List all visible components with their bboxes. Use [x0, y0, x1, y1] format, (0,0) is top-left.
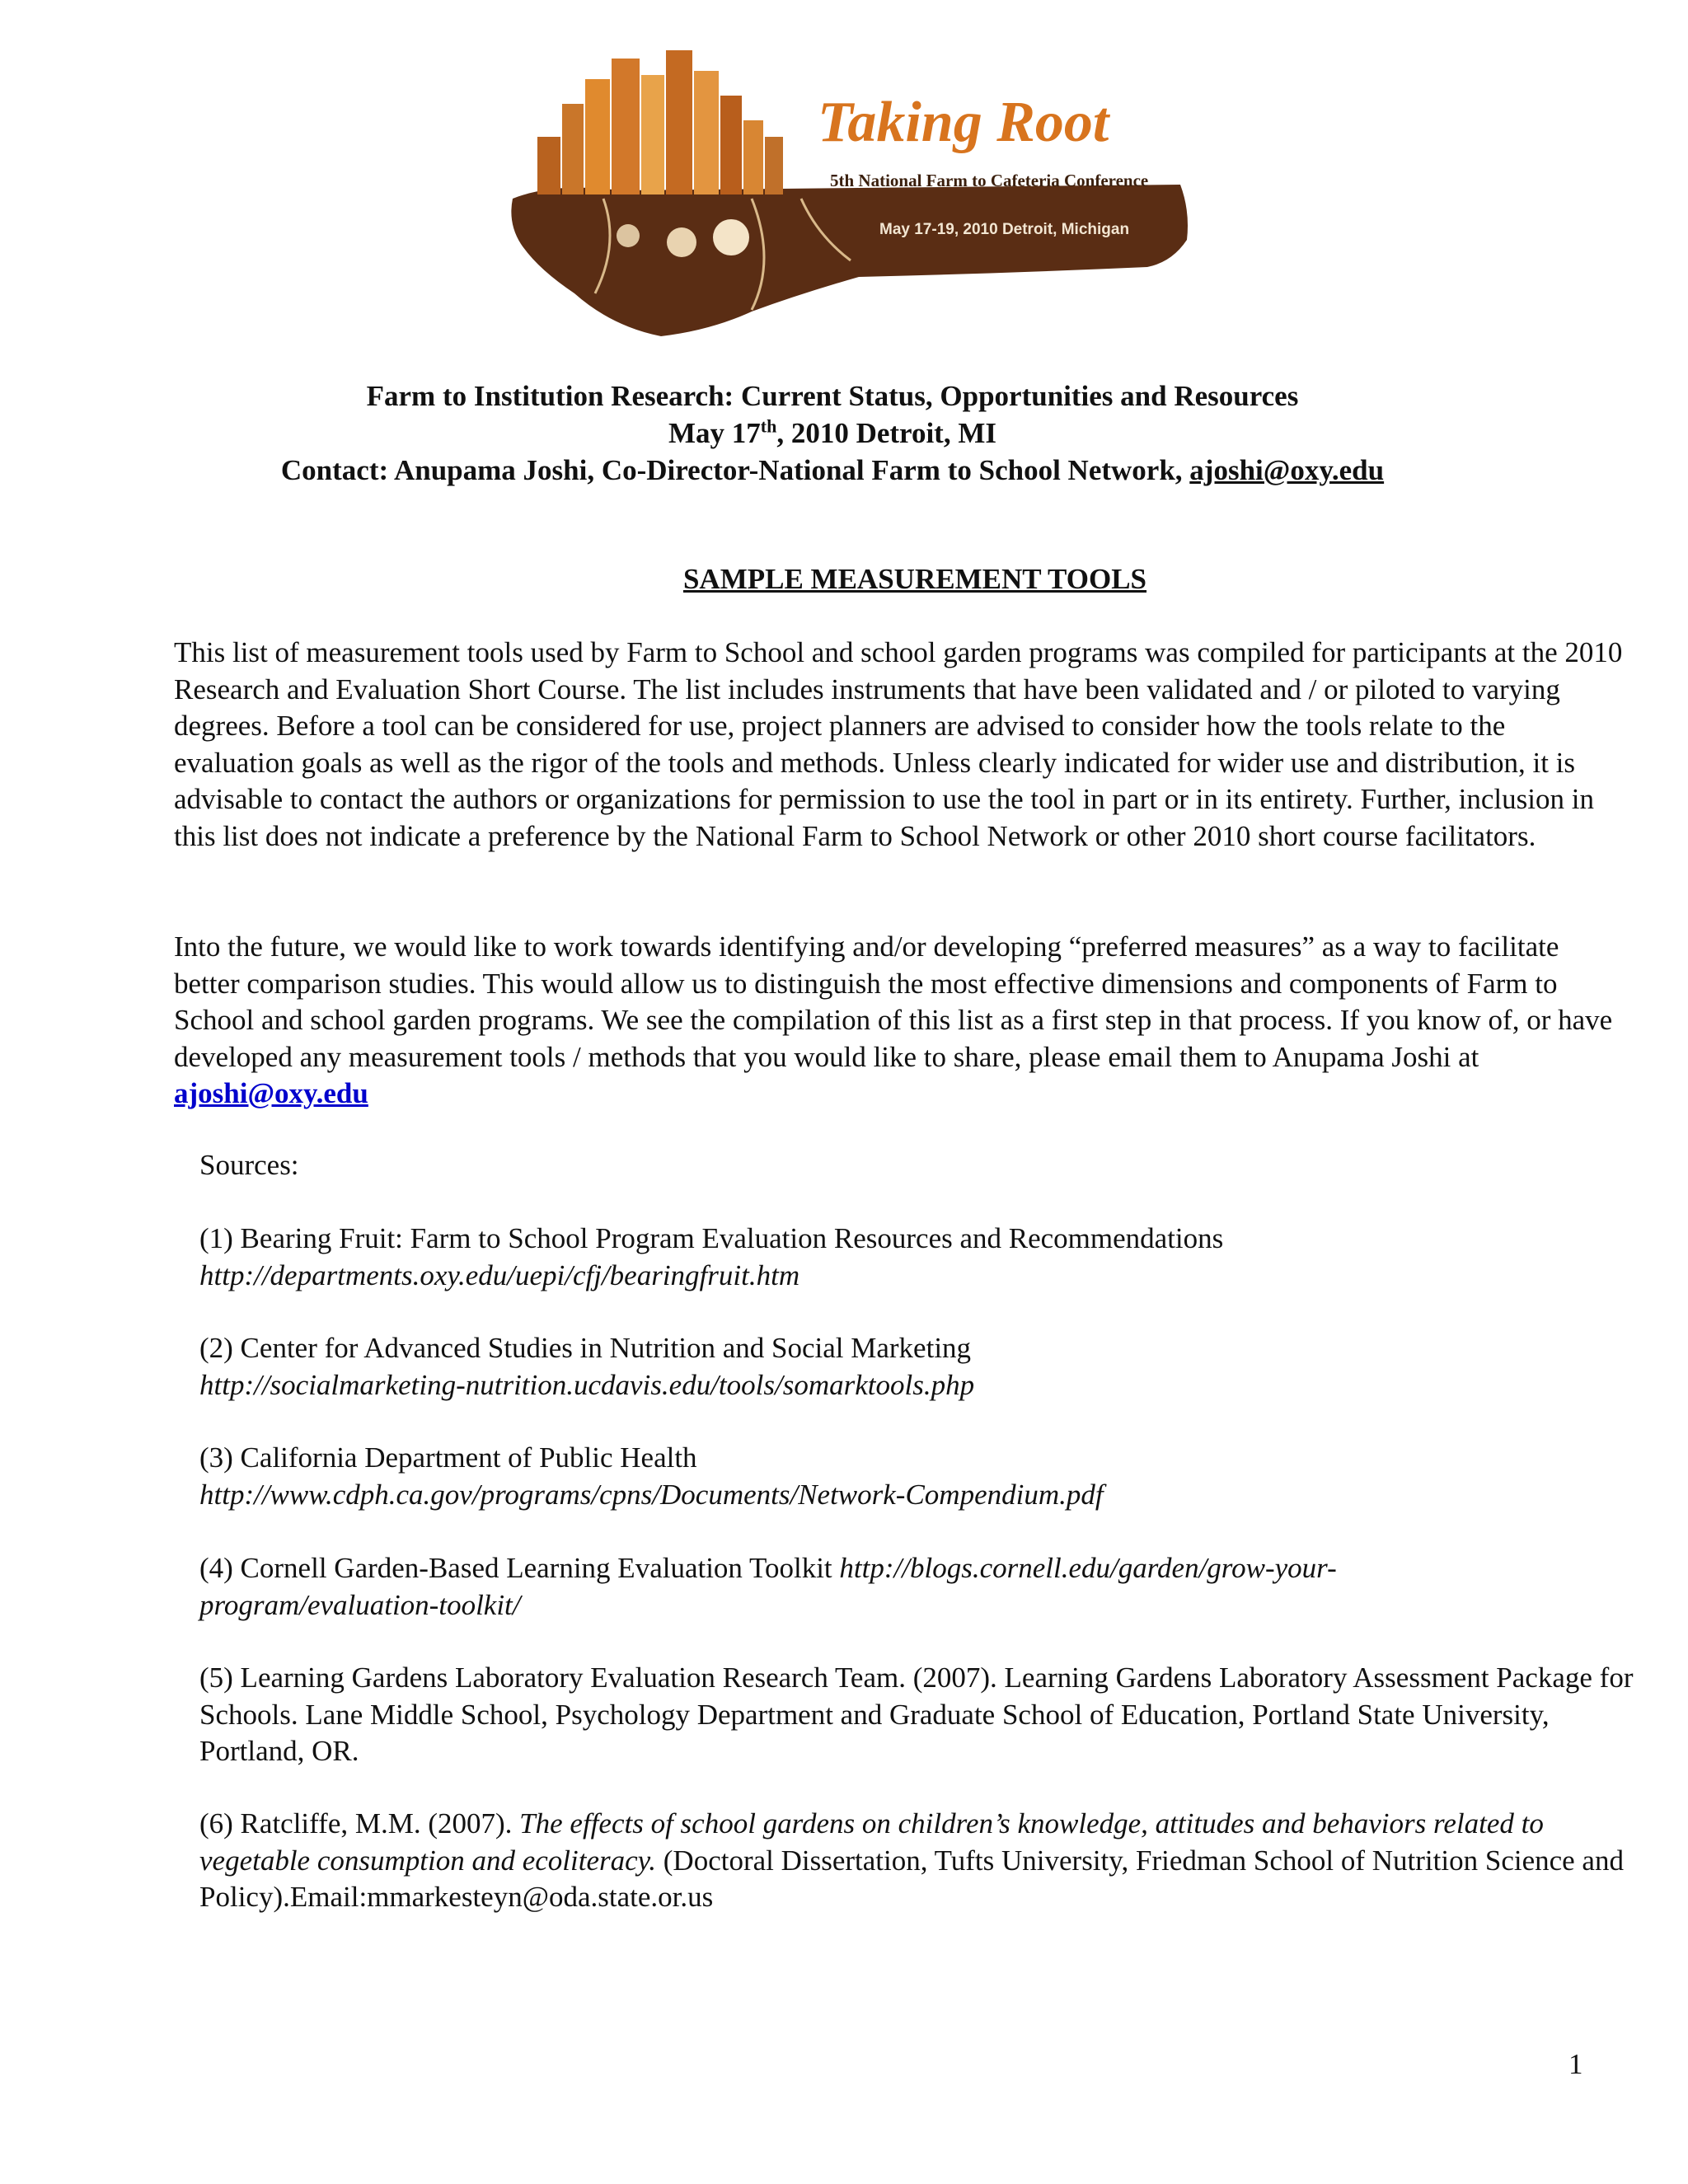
source-2-link[interactable]: http://socialmarketing-nutrition.ucdavis.edu/tools/somarktools.php	[199, 1368, 975, 1401]
source-item-1: (1) Bearing Fruit: Farm to School Program Evaluation Resources and Recommendations http://departments.oxy.edu/uepi/cfj/bearingfruit.htm	[199, 1221, 1650, 1294]
source-4-link[interactable]: http://blogs.cornell.edu/garden/grow-your-program/evaluation-toolkit/	[199, 1552, 1337, 1621]
email-link[interactable]: ajoshi@oxy.edu	[174, 1077, 368, 1109]
source-item-2: (2) Center for Advanced Studies in Nutrition and Social Marketing http://socialmarketing-nutrition.ucdavis.edu/tools/somarktools.php	[199, 1330, 1650, 1404]
intro-paragraph: This list of measurement tools used by Farm to School and school garden programs was compiled for participants at the 2010 Research and Evaluation Short Course. The list includes instruments that have been validated and / or piloted to varying degrees. Before a tool can be considered for use, project planners are advised to consider how the tools relate to the evaluation goals as well as the rigor of the tools and methods. Unless clearly indicated for wider use and distribution, it is advisable to contact the authors or organizations for permission to use the tool in part or in its entirety. Further, inclusion in this list does not indicate a preference by the National Farm to School Network or other 2010 short course facilitators.	[174, 636, 1623, 852]
document-header	[165, 377, 1500, 489]
source-item-4: (4) Cornell Garden-Based Learning Evaluation Toolkit http://blogs.cornell.edu/garden/grow-your-program/evaluation-toolkit/	[199, 1552, 1337, 1621]
contact-email-link[interactable]: ajoshi@oxy.edu	[1189, 454, 1385, 486]
section-title: SAMPLE MEASUREMENT TOOLS	[682, 563, 1147, 595]
logo-subtitle: 5th National Farm to Cafeteria Conference	[830, 171, 1149, 190]
header-date: May 17th, 2010 Detroit, MI	[668, 415, 996, 449]
source-item-3: (3) California Department of Public Health http://www.cdph.ca.gov/programs/cpns/Documents/Network-Compendium.pdf	[199, 1440, 1650, 1513]
page-number: 1	[1568, 2048, 1583, 2080]
source-1-link[interactable]: http://departments.oxy.edu/uepi/cfj/bearingfruit.htm	[199, 1258, 800, 1291]
future-paragraph: Into the future, we would like to work towards identifying and/or developing “preferred measures” as a way to facilitate better comparison studies. This would allow us to distinguish the most effective dimensions and components of Farm to School and school garden programs. We see the compilation of this list as a first step in that process. If you know of, or have developed any measurement tools / methods that you would like to share, please email them to Anupama Joshi at ajoshi@oxy.edu	[174, 930, 1613, 1109]
header-contact: Contact: Anupama Joshi, Co-Director-National Farm to School Network, ajoshi@oxy.edu	[280, 454, 1385, 486]
source-item-5: (5) Learning Gardens Laboratory Evaluation Research Team. (2007). Learning Gardens Laboratory Assessment Package for Schools. Lane Middle School, Psychology Department and Graduate School of Education, Portland State University, Portland, OR.	[199, 1661, 1634, 1767]
source-3-link[interactable]: http://www.cdph.ca.gov/programs/cpns/Documents/Network-Compendium.pdf	[199, 1478, 1104, 1511]
conference-logo	[504, 46, 1193, 351]
header-title: Farm to Institution Research: Current Status, Opportunities and Resources	[366, 380, 1299, 412]
logo-dates: May 17-19, 2010 Detroit, Michigan	[879, 221, 1130, 238]
source-item-6: (6) Ratcliffe, M.M. (2007). The effects of school gardens on children’s knowledge, attitudes and behaviors related to vegetable consumption and ecoliteracy. (Doctoral Dissertation, Tufts University, Friedman School of Nutrition Science and Policy).Email:mmarkesteyn@oda.state.or.us	[199, 1807, 1624, 1913]
logo-title: Taking Root	[818, 91, 1109, 154]
sources-label: Sources:	[199, 1149, 299, 1181]
